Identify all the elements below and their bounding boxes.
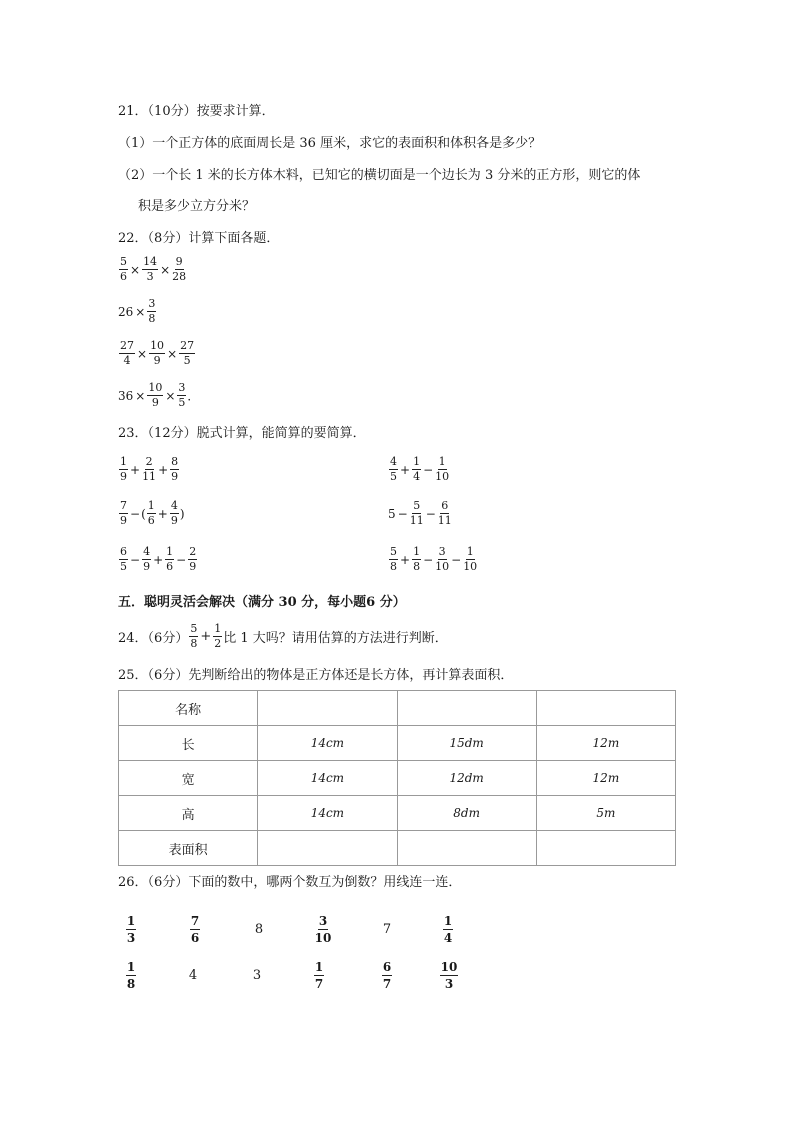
row-header: 高 (119, 796, 258, 831)
fraction: $\frac{2}{9}$ (189, 545, 197, 573)
q23-expr-right-2: 5 − $\frac{5}{11}$ − $\frac{6}{11}$ (388, 499, 452, 527)
q25-title: 25．（6分）先判断给出的物体是正方体还是长方体，再计算表面积． (118, 668, 514, 683)
table-cell (258, 831, 397, 866)
fraction: $\frac{6}{5}$ (120, 545, 127, 573)
row-header: 宽 (119, 761, 258, 796)
q23-expr-left-3: $\frac{6}{5}$ − $\frac{4}{9}$ + $\frac{1}{6}$ − $\frac{2}{9}$ (120, 545, 197, 573)
fraction: $\frac{27}{4}$ (120, 339, 134, 367)
q22-expr-2: 26 × $\frac{3}{8}$ (118, 297, 156, 325)
reciprocal-item: 4 (188, 967, 198, 983)
table-cell: 14cm (258, 726, 397, 761)
fraction: $\frac{5}{11}$ (409, 499, 424, 527)
q25-table (118, 690, 676, 866)
reciprocal-item: $\frac{1}{3}$ (126, 913, 136, 945)
q23-expr-right-1: $\frac{4}{5}$ + $\frac{1}{4}$ − $\frac{1}{10}$ (390, 455, 450, 483)
q21-title: 21．（10分）按要求计算． (118, 104, 275, 119)
table-cell: 12m (536, 761, 675, 796)
table-cell: 14cm (258, 761, 397, 796)
table-cell: 8dm (397, 796, 536, 831)
table-cell (397, 831, 536, 866)
q21-part2-line1: （2）一个长 1 米的长方体木料，已知它的横切面是一个边长为 3 分米的正方形，则它的体 (118, 168, 641, 183)
reciprocal-item: 8 (254, 921, 264, 937)
table-cell (536, 691, 675, 726)
reciprocal-item: $\frac{6}{7}$ (382, 959, 392, 991)
table-cell: 5m (536, 796, 675, 831)
table-row (119, 691, 676, 726)
q24-question: 24．（6分） $\frac{5}{8}$ + $\frac{1}{2}$ 比 1 大吗？请用估算的方法进行判断． (118, 622, 448, 650)
table-row (119, 796, 676, 831)
reciprocal-item: $\frac{1}{7}$ (314, 959, 324, 991)
fraction: $\frac{1}{10}$ (463, 545, 478, 573)
fraction: $\frac{1}{8}$ (413, 545, 421, 573)
fraction: $\frac{4}{5}$ (390, 455, 397, 483)
fraction: $\frac{5}{8}$ (390, 545, 397, 573)
row-header: 名称 (119, 691, 258, 726)
fraction: $\frac{14}{3}$ (143, 255, 158, 283)
q22-expr-3: $\frac{27}{4}$ × $\frac{10}{9}$ × $\frac{27}{5}$ (120, 339, 195, 367)
table-cell (536, 831, 675, 866)
fraction: $\frac{3}{8}$ (148, 297, 156, 325)
q21-part1: （1）一个正方体的底面周长是 36 厘米，求它的表面积和体积各是多少？ (118, 136, 542, 151)
fraction: $\frac{2}{11}$ (142, 455, 157, 483)
table-cell: 12dm (397, 761, 536, 796)
reciprocal-item: $\frac{7}{6}$ (190, 913, 200, 945)
section-5-title: 五．聪明灵活会解决（满分 30 分，每小题6 分） (118, 595, 406, 610)
table-cell (397, 691, 536, 726)
q23-title: 23．（12分）脱式计算，能简算的要简算． (118, 426, 366, 441)
fraction: $\frac{5}{8}$ (190, 622, 198, 650)
reciprocal-item: $\frac{10}{3}$ (440, 959, 458, 991)
reciprocal-item: 7 (382, 921, 392, 937)
fraction: $\frac{7}{9}$ (120, 499, 127, 527)
table-cell: 12m (536, 726, 675, 761)
reciprocal-item: 3 (252, 967, 262, 983)
table-row (119, 726, 676, 761)
reciprocal-item: $\frac{3}{10}$ (314, 913, 332, 945)
fraction: $\frac{4}{9}$ (143, 545, 151, 573)
table-cell: 14cm (258, 796, 397, 831)
q21-part2-line2: 积是多少立方分米？ (138, 199, 256, 214)
q23-expr-right-3: $\frac{5}{8}$ + $\frac{1}{8}$ − $\frac{3}{10}$ − $\frac{1}{10}$ (390, 545, 478, 573)
fraction: $\frac{1}{10}$ (435, 455, 450, 483)
fraction: $\frac{6}{11}$ (437, 499, 452, 527)
fraction: $\frac{5}{6}$ (120, 255, 127, 283)
q22-expr-1: $\frac{5}{6}$ × $\frac{14}{3}$ × $\frac{9}{28}$ (120, 255, 187, 283)
reciprocal-item: $\frac{1}{8}$ (126, 959, 136, 991)
fraction: $\frac{1}{6}$ (147, 499, 155, 527)
fraction: $\frac{10}{9}$ (150, 339, 165, 367)
fraction: $\frac{10}{9}$ (148, 381, 163, 409)
fraction: $\frac{8}{9}$ (171, 455, 179, 483)
q23-expr-left-2: $\frac{7}{9}$ − ( $\frac{1}{6}$ + $\frac{4}{9}$ ) (120, 499, 185, 527)
fraction: $\frac{27}{5}$ (180, 339, 195, 367)
q23-expr-left-1: $\frac{1}{9}$ + $\frac{2}{11}$ + $\frac{8}{9}$ (120, 455, 179, 483)
fraction: $\frac{3}{10}$ (435, 545, 450, 573)
row-header: 长 (119, 726, 258, 761)
table-cell (258, 691, 397, 726)
fraction: $\frac{1}{4}$ (413, 455, 421, 483)
fraction: $\frac{1}{9}$ (120, 455, 127, 483)
fraction: $\frac{9}{28}$ (172, 255, 187, 283)
q22-expr-4: 36 × $\frac{10}{9}$ × $\frac{3}{5}$ ． (118, 381, 200, 409)
reciprocal-item: $\frac{1}{4}$ (443, 913, 453, 945)
q22-title: 22．（8分）计算下面各题． (118, 231, 280, 246)
table-row (119, 831, 676, 866)
q26-title: 26．（6分）下面的数中，哪两个数互为倒数？用线连一连． (118, 875, 462, 890)
table-cell: 15dm (397, 726, 536, 761)
table-row (119, 761, 676, 796)
fraction: $\frac{4}{9}$ (170, 499, 178, 527)
fraction: $\frac{1}{2}$ (214, 622, 222, 650)
fraction: $\frac{3}{5}$ (178, 381, 186, 409)
fraction: $\frac{1}{6}$ (166, 545, 174, 573)
row-header: 表面积 (119, 831, 258, 866)
